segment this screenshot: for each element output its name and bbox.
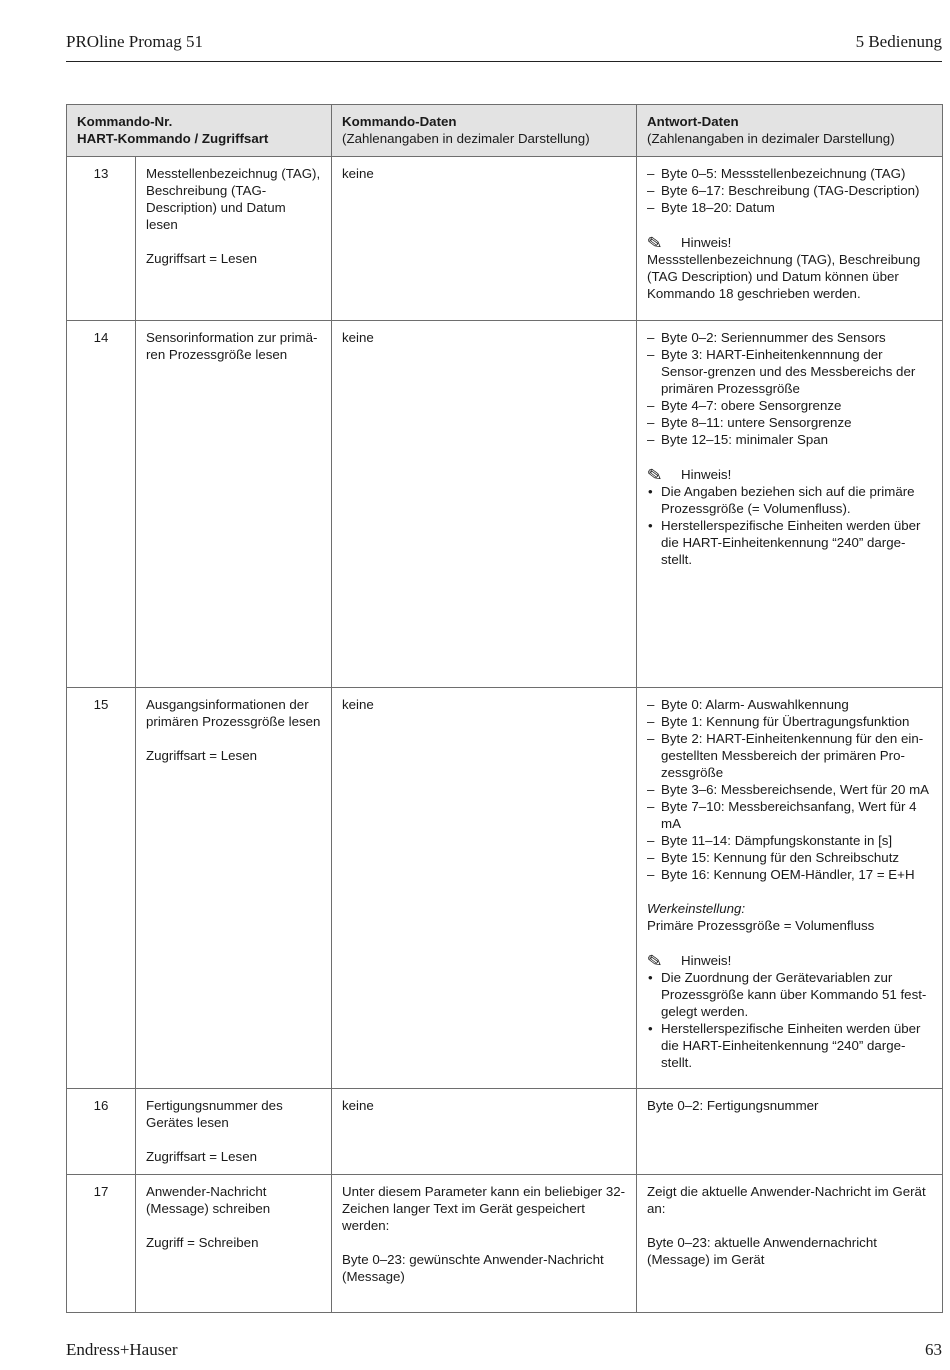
access-type: Zugriffsart = Lesen: [146, 1149, 257, 1164]
list-item: – Byte 4–7: obere Sensorgrenze: [647, 397, 932, 414]
note-list: [647, 969, 932, 1071]
company-name: Endress+Hauser: [66, 1340, 178, 1359]
list-item: – Byte 6–17: Beschreibung (TAG-Description): [647, 182, 932, 199]
response-data: [637, 1175, 943, 1313]
header-sublabel: (Zahlenangaben in dezimaler Darstellung): [342, 131, 590, 146]
list-item: – Byte 11–14: Dämpfungskonstante in [s]: [647, 832, 932, 849]
table-row: [67, 157, 943, 321]
access-type: Zugriffsart = Lesen: [146, 251, 257, 266]
table-row: [67, 321, 943, 688]
table-row: [67, 688, 943, 1089]
access-type: Zugriff = Schreiben: [146, 1235, 259, 1250]
factory-setting-value: Primäre Prozessgröße = Volumenfluss: [647, 918, 875, 933]
command-data-text: Unter diesem Parameter kann ein beliebiger 32-Zeichen langer Text im Gerät gespeichert werden:: [342, 1184, 626, 1233]
command-description: [136, 321, 332, 688]
command-data: [332, 1175, 637, 1313]
header-cell-command: [67, 105, 332, 157]
hart-command-table: [66, 104, 943, 1313]
page-number: 63: [925, 1340, 942, 1359]
note-text: Messstellenbezeichnung (TAG), Beschreibung (TAG Description) und Datum können über Kommando 18 geschrieben werden.: [647, 252, 921, 301]
list-item: – Byte 1: Kennung für Übertragungsfunktion: [647, 713, 932, 730]
command-title: Ausgangsinformationen der primären Prozessgröße lesen: [146, 697, 321, 729]
response-list: [647, 329, 932, 448]
response-text: Byte 0–23: aktuelle Anwendernachricht (Message) im Gerät: [647, 1235, 877, 1267]
command-number: 13: [67, 157, 136, 321]
header-cell-command-data: [332, 105, 637, 157]
table-row: [67, 1175, 943, 1313]
command-number: 14: [67, 321, 136, 688]
list-item: – Byte 15: Kennung für den Schreibschutz: [647, 849, 932, 866]
header-title: PROline Promag 51: [66, 32, 203, 51]
list-item: – Byte 3: HART-Einheitenkennnung der Sensor-grenzen und des Messbereichs der primären Prozessgröße: [647, 346, 932, 397]
command-data: keine: [332, 688, 637, 1089]
response-data: [637, 321, 943, 688]
command-number: 15: [67, 688, 136, 1089]
header-label: Antwort-Daten: [647, 114, 739, 129]
command-data: keine: [332, 1089, 637, 1175]
header-section: 5 Bedienung: [855, 32, 942, 51]
command-number: 17: [67, 1175, 136, 1313]
command-title: Fertigungsnummer des Gerätes lesen: [146, 1098, 283, 1130]
command-data-text: Byte 0–23: gewünschte Anwender-Nachricht (Message): [342, 1252, 604, 1284]
note-list: [647, 483, 932, 568]
command-description: [136, 688, 332, 1089]
note-label: Hinweis!: [681, 235, 732, 250]
header-sublabel: HART-Kommando / Zugriffsart: [77, 131, 269, 146]
header-cell-response-data: [637, 105, 943, 157]
note-label: Hinweis!: [681, 953, 732, 968]
list-item: • Die Angaben beziehen sich auf die primäre Prozessgröße (= Volumenfluss).: [647, 483, 932, 517]
list-item: – Byte 12–15: minimaler Span: [647, 431, 932, 448]
response-list: [647, 696, 932, 883]
list-item: – Byte 8–11: untere Sensorgrenze: [647, 414, 932, 431]
note-label: Hinweis!: [681, 467, 732, 482]
list-item: – Byte 0–5: Messstellenbezeichnung (TAG): [647, 165, 932, 182]
pencil-icon: ✎: [645, 464, 664, 487]
list-item: – Byte 2: HART-Einheitenkennung für den ein-gestellten Messbereich der primären Pro-zessgröße: [647, 730, 932, 781]
command-description: [136, 1175, 332, 1313]
page-header: [66, 30, 942, 62]
header-label: Kommando-Daten: [342, 114, 457, 129]
list-item: – Byte 7–10: Messbereichsanfang, Wert für 4 mA: [647, 798, 932, 832]
response-data: Byte 0–2: Fertigungsnummer: [637, 1089, 943, 1175]
list-item: – Byte 0: Alarm- Auswahlkennung: [647, 696, 932, 713]
command-title: Anwender-Nachricht (Message) schreiben: [146, 1184, 271, 1216]
list-item: • Herstellerspezifische Einheiten werden über die HART-Einheitenkennung “240” darge-stellt.: [647, 517, 932, 568]
command-data: keine: [332, 321, 637, 688]
list-item: – Byte 3–6: Messbereichsende, Wert für 20 mA: [647, 781, 932, 798]
list-item: – Byte 0–2: Seriennummer des Sensors: [647, 329, 932, 346]
response-text: Zeigt die aktuelle Anwender-Nachricht im Gerät an:: [647, 1184, 926, 1216]
header-sublabel: (Zahlenangaben in dezimaler Darstellung): [647, 131, 895, 146]
command-data: keine: [332, 157, 637, 321]
response-data: [637, 688, 943, 1089]
response-data: [637, 157, 943, 321]
pencil-icon: ✎: [645, 950, 664, 973]
command-description: [136, 1089, 332, 1175]
list-item: – Byte 16: Kennung OEM-Händler, 17 = E+H: [647, 866, 932, 883]
table-row: [67, 1089, 943, 1175]
factory-setting-label: Werkeinstellung:: [647, 901, 746, 916]
note-block: [647, 233, 932, 302]
table-header-row: [67, 105, 943, 157]
response-list: [647, 165, 932, 216]
command-title: Sensorinformation zur primä-ren Prozessgröße lesen: [146, 330, 318, 362]
command-description: [136, 157, 332, 321]
command-title: Messtellenbezeichnug (TAG), Beschreibung (TAG-Description) und Datum lesen: [146, 166, 321, 232]
list-item: • Die Zuordnung der Gerätevariablen zur Prozessgröße kann über Kommando 51 fest-gelegt werden.: [647, 969, 932, 1020]
list-item: – Byte 18–20: Datum: [647, 199, 932, 216]
note-block: [647, 951, 932, 1071]
command-number: 16: [67, 1089, 136, 1175]
access-type: Zugriffsart = Lesen: [146, 748, 257, 763]
note-block: [647, 465, 932, 568]
list-item: • Herstellerspezifische Einheiten werden über die HART-Einheitenkennung “240” darge-stellt.: [647, 1020, 932, 1071]
header-label: Kommando-Nr.: [77, 114, 173, 129]
pencil-icon: ✎: [645, 232, 664, 255]
